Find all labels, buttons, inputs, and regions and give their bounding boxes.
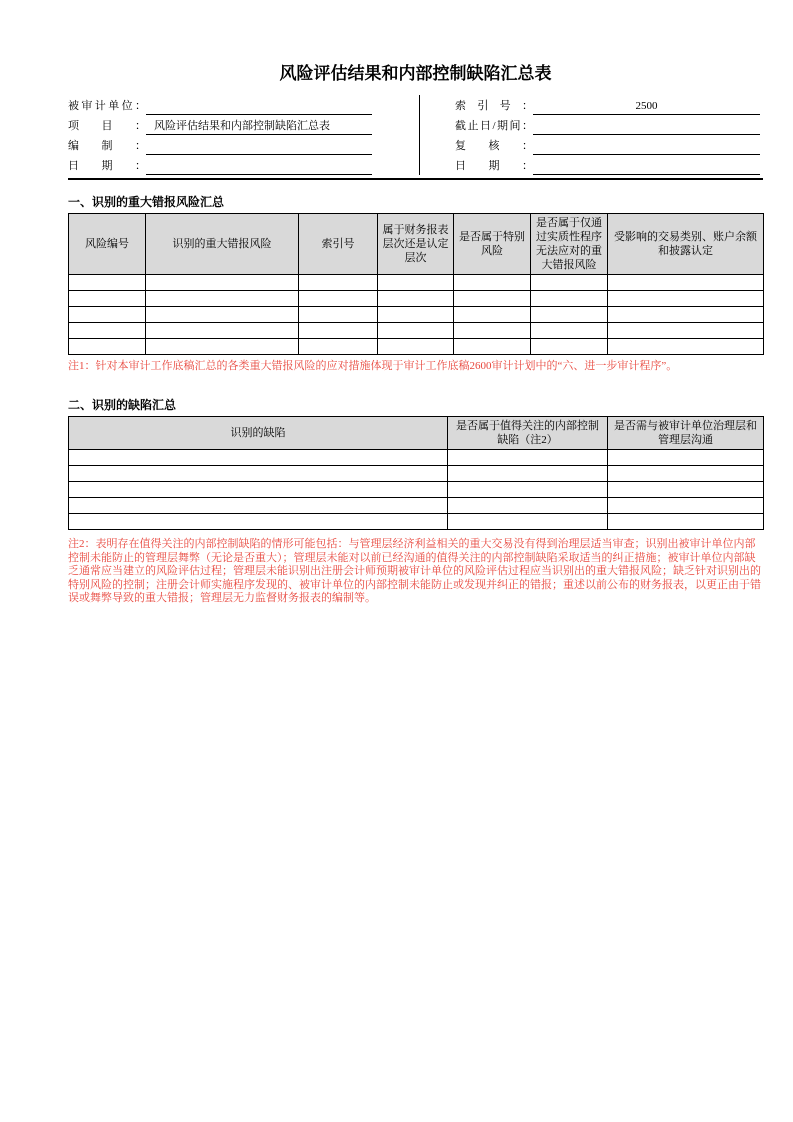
deficiency-table-header-row: [69, 417, 764, 450]
empty-cell[interactable]: [454, 339, 531, 355]
empty-cell[interactable]: [69, 514, 448, 530]
table-row: [69, 307, 764, 323]
table-row: [69, 339, 764, 355]
empty-cell[interactable]: [378, 323, 454, 339]
field-index-number: [455, 95, 760, 115]
preparer-input[interactable]: [146, 138, 372, 155]
empty-cell[interactable]: [69, 307, 146, 323]
empty-cell[interactable]: [448, 498, 608, 514]
empty-cell[interactable]: [608, 498, 764, 514]
date-prepared-label: 日期：: [68, 160, 146, 172]
empty-cell[interactable]: [608, 514, 764, 530]
empty-cell[interactable]: [69, 291, 146, 307]
column-header-identified-deficiency: 识别的缺陷: [69, 417, 448, 450]
section-deficiency-summary: [68, 398, 763, 606]
column-header-identified-risk: 识别的重大错报风险: [146, 214, 299, 275]
table-row: [69, 291, 764, 307]
column-header-affected-assertions: 受影响的交易类别、账户余额和披露认定: [608, 214, 764, 275]
project-label: 项目：: [68, 120, 146, 132]
deficiency-summary-heading: 二、识别的缺陷汇总: [68, 398, 177, 412]
deficiency-summary-table: [68, 416, 764, 530]
column-header-index-number: 索引号: [299, 214, 378, 275]
empty-cell[interactable]: [299, 307, 378, 323]
table-row: [69, 323, 764, 339]
field-audited-entity: [68, 95, 372, 115]
column-header-significant-deficiency: 是否属于值得关注的内部控制缺陷（注2）: [448, 417, 608, 450]
empty-cell[interactable]: [146, 275, 299, 291]
empty-cell[interactable]: [531, 307, 608, 323]
empty-cell[interactable]: [608, 450, 764, 466]
empty-cell[interactable]: [448, 514, 608, 530]
field-date-reviewed: [455, 155, 760, 175]
field-project: [68, 115, 372, 135]
column-header-substantive-only-risk: 是否属于仅通过实质性程序无法应对的重大错报风险: [531, 214, 608, 275]
empty-cell[interactable]: [531, 323, 608, 339]
table-row: [69, 450, 764, 466]
field-reviewer: [455, 135, 760, 155]
empty-cell[interactable]: [146, 307, 299, 323]
table-row: [69, 466, 764, 482]
reviewer-label: 复核：: [455, 140, 533, 152]
table-row: [69, 275, 764, 291]
risk-summary-table: [68, 213, 764, 355]
empty-cell[interactable]: [608, 323, 764, 339]
empty-cell[interactable]: [69, 275, 146, 291]
table-row: [69, 482, 764, 498]
empty-cell[interactable]: [69, 450, 448, 466]
empty-cell[interactable]: [69, 323, 146, 339]
empty-cell[interactable]: [299, 291, 378, 307]
empty-cell[interactable]: [69, 466, 448, 482]
header-field-block: [68, 95, 763, 180]
deficiency-table-body: [69, 450, 764, 530]
empty-cell[interactable]: [531, 275, 608, 291]
empty-cell[interactable]: [608, 339, 764, 355]
empty-cell[interactable]: [299, 275, 378, 291]
date-prepared-input[interactable]: [146, 158, 372, 175]
note-1: 注1：针对本审计工作底稿汇总的各类重大错报风险的应对措施体现于审计工作底稿2600审计计划中的“六、进一步审计程序”。: [68, 360, 678, 372]
cutoff-date-label: 截止日/期间：: [455, 120, 533, 132]
table-row: [69, 514, 764, 530]
index-number-value[interactable]: 2500: [533, 98, 760, 115]
field-cutoff-date: [455, 115, 760, 135]
index-number-label: 索引号：: [455, 100, 533, 112]
field-date-prepared: [68, 155, 372, 175]
empty-cell[interactable]: [531, 339, 608, 355]
date-reviewed-input[interactable]: [533, 158, 760, 175]
empty-cell[interactable]: [146, 291, 299, 307]
empty-cell[interactable]: [454, 291, 531, 307]
empty-cell[interactable]: [299, 323, 378, 339]
empty-cell[interactable]: [69, 339, 146, 355]
empty-cell[interactable]: [69, 498, 448, 514]
risk-table-header-row: [69, 214, 764, 275]
empty-cell[interactable]: [146, 339, 299, 355]
date-reviewed-label: 日期：: [455, 160, 533, 172]
empty-cell[interactable]: [454, 323, 531, 339]
preparer-label: 编制：: [68, 140, 146, 152]
project-input[interactable]: 风险评估结果和内部控制缺陷汇总表: [146, 118, 372, 135]
empty-cell[interactable]: [608, 482, 764, 498]
empty-cell[interactable]: [378, 339, 454, 355]
empty-cell[interactable]: [608, 275, 764, 291]
column-header-communicate-governance: 是否需与被审计单位治理层和管理层沟通: [608, 417, 764, 450]
column-header-significant-risk: 是否属于特别风险: [454, 214, 531, 275]
header-left-column: [68, 95, 420, 175]
table-row: [69, 498, 764, 514]
page-title: 风险评估结果和内部控制缺陷汇总表: [279, 64, 552, 83]
empty-cell[interactable]: [69, 482, 448, 498]
empty-cell[interactable]: [378, 307, 454, 323]
note-2: 注2：表明存在值得关注的内部控制缺陷的情形可能包括：与管理层经济利益相关的重大交易没有得到治理层适当审查；识别出被审计单位内部控制未能防止的管理层舞弊（无论是否重大）；管理层未能对以前已经沟通的值得关注的内部控制缺陷采取适当的纠正措施；被审计单位内部缺乏通常应当建立的风险评估过程；管理层未能识别出注册会计师预期被审计单位的风险评估过程应当识别出的重大错报风险；缺乏针对识别出的特别风险的控制；注册会计师实施程序发现的、被审计单位的内部控制未能防止或发现并纠正的错报；重述以前公布的财务报表，以更正由于错误或舞弊导致的重大错报；管理层无力监督财务报表的编制等。: [68, 538, 761, 605]
empty-cell[interactable]: [448, 450, 608, 466]
empty-cell[interactable]: [608, 291, 764, 307]
header-right-column: [420, 95, 763, 175]
empty-cell[interactable]: [608, 307, 764, 323]
empty-cell[interactable]: [146, 323, 299, 339]
audited-entity-label: 被审计单位：: [68, 100, 146, 112]
audited-entity-input[interactable]: [146, 98, 372, 115]
empty-cell[interactable]: [448, 482, 608, 498]
empty-cell[interactable]: [608, 466, 764, 482]
section-risk-summary: [68, 195, 763, 373]
cutoff-date-input[interactable]: [533, 118, 760, 135]
reviewer-input[interactable]: [533, 138, 760, 155]
empty-cell[interactable]: [299, 339, 378, 355]
field-preparer: [68, 135, 372, 155]
empty-cell[interactable]: [454, 307, 531, 323]
empty-cell[interactable]: [378, 291, 454, 307]
risk-summary-heading: 一、识别的重大错报风险汇总: [68, 195, 225, 209]
empty-cell[interactable]: [531, 291, 608, 307]
column-header-statement-or-assertion-level: 属于财务报表层次还是认定层次: [378, 214, 454, 275]
empty-cell[interactable]: [448, 466, 608, 482]
empty-cell[interactable]: [378, 275, 454, 291]
risk-table-body: [69, 275, 764, 355]
column-header-risk-number: 风险编号: [69, 214, 146, 275]
empty-cell[interactable]: [454, 275, 531, 291]
